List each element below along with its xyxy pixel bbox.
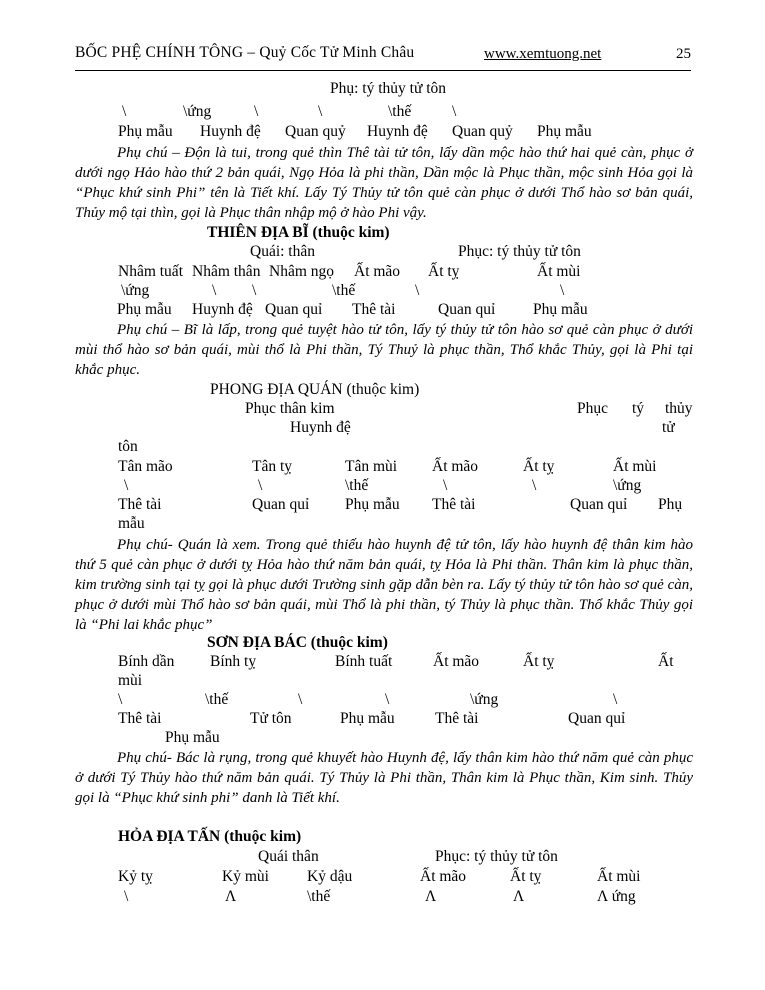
diagram-token: \ứng — [470, 691, 499, 708]
line-marks-row — [0, 888, 765, 908]
diagram-token: \thế — [332, 282, 356, 299]
can-chi-wrap-row — [0, 672, 765, 692]
diagram-token: Ất mão — [420, 868, 467, 885]
section-heading-thien-dia-bi: THIÊN ĐỊA BĨ (thuộc kim) — [207, 224, 390, 241]
diagram-token: Bính tỵ — [210, 653, 257, 670]
diagram-token: \ứng — [121, 282, 150, 299]
section-heading-son-dia-bac: SƠN ĐỊA BÁC (thuộc kim) — [207, 634, 388, 651]
diagram-token: Λ ứng — [597, 888, 636, 905]
diagram-token: Ất tỵ — [523, 458, 555, 475]
diagram-token: Ất mão — [433, 653, 480, 670]
diagram-token: \ — [118, 691, 123, 708]
phuc-annotation-row — [0, 400, 765, 420]
phuc-annotation-row — [0, 80, 765, 100]
diagram-token: Tân mão — [118, 458, 173, 475]
diagram-token: thủy — [665, 400, 693, 417]
can-chi-row — [0, 653, 765, 673]
can-chi-row — [0, 868, 765, 888]
website-link[interactable]: www.xemtuong.net — [484, 46, 602, 62]
diagram-token: Quái: thân — [250, 243, 315, 260]
diagram-token: \ — [613, 691, 618, 708]
section-heading-phong-dia-quan: PHONG ĐỊA QUÁN (thuộc kim) — [210, 381, 420, 398]
diagram-token: Tân mùi — [345, 458, 398, 475]
diagram-token: Phục: tý thủy tử tôn — [458, 243, 581, 260]
diagram-token: tử — [662, 419, 675, 436]
luc-than-wrap-row — [0, 729, 765, 749]
diagram-token: Phụ: tý thủy tử tôn — [330, 80, 447, 97]
diagram-token: Quan quỉ — [570, 496, 628, 513]
can-chi-row — [0, 458, 765, 478]
diagram-token: \ứng — [183, 103, 212, 120]
diagram-token: Phục: tý thủy tử tôn — [435, 848, 558, 865]
quai-phuc-annotation-row — [0, 243, 765, 263]
diagram-token: Λ — [225, 888, 237, 905]
diagram-token: \ — [560, 282, 565, 299]
header-divider — [75, 70, 691, 71]
diagram-token: \ — [385, 691, 390, 708]
diagram-token: Ất mão — [432, 458, 479, 475]
document-title: BỐC PHỆ CHÍNH TÔNG – Quỷ Cốc Tử Minh Châu — [75, 44, 415, 61]
diagram-token: Thê tài — [118, 710, 162, 727]
section-heading-hoa-dia-tan: HỎA ĐỊA TẤN (thuộc kim) — [118, 828, 302, 845]
diagram-token: Ất mão — [354, 263, 401, 280]
diagram-token: \ — [212, 282, 217, 299]
diagram-token: Huynh đệ — [290, 419, 351, 436]
diagram-token: Bính dần — [118, 653, 175, 670]
diagram-token: Kỷ mùi — [222, 868, 269, 885]
diagram-token: Phụ — [658, 496, 683, 513]
diagram-token: Tân tỵ — [252, 458, 293, 475]
diagram-token: \ — [124, 477, 129, 494]
diagram-token: Ất tỵ — [428, 263, 460, 280]
diagram-token: \thế — [205, 691, 229, 708]
can-chi-row — [0, 263, 765, 283]
line-marks-row — [0, 103, 765, 123]
diagram-token: Ất mùi — [537, 263, 581, 280]
diagram-token: Ất — [658, 653, 674, 670]
diagram-token: Quan quỉ — [252, 496, 310, 513]
diagram-token: Kỷ tỵ — [118, 868, 153, 885]
diagram-token: Quan quỉ — [438, 301, 496, 318]
diagram-token: tý — [632, 400, 645, 417]
diagram-token: Phục thân kim — [245, 400, 335, 417]
luc-than-wrap-row — [0, 515, 765, 535]
diagram-token: Phục — [577, 400, 608, 417]
phu-chu-paragraph-bac: Phụ chú- Bác là rụng, trong quẻ khuyết hào Huynh đệ, lấy thân kim hào thứ năm quẻ càn phục ở dưới Tý Thủy hào thứ năm bản quái. Tý Thủy là Phi thần, Thân kim là Phục thần, Kim sinh. Thủy gọi là “Phục khứ sinh phi” danh là Tiết khí. — [75, 750, 693, 806]
luc-than-row — [0, 496, 765, 516]
diagram-token: Huynh đệ — [367, 123, 428, 140]
diagram-token: mùi — [118, 672, 143, 689]
diagram-token: \ — [124, 888, 129, 905]
diagram-token: Nhâm tuất — [118, 263, 183, 280]
diagram-token: \ứng — [613, 477, 642, 494]
diagram-token: \ — [298, 691, 303, 708]
diagram-token: tôn — [118, 438, 138, 455]
diagram-token: Tử tôn — [250, 710, 292, 727]
diagram-token: Huynh đệ — [192, 301, 253, 318]
diagram-token: Λ — [513, 888, 525, 905]
diagram-token: \ — [252, 282, 257, 299]
diagram-token: Quái thân — [258, 848, 319, 865]
phu-chu-paragraph-bi: Phụ chú – Bĩ là lấp, trong quẻ tuyệt hào tử tôn, lấy tý thủy tử tôn hào sơ quẻ càn phục ở dưới mùi thổ hào sơ bản quái, mùi thổ là Phi thần, Tý Thuỷ là phục thần, Thổ khắc Thủy, gọi là Phi tại khắc phục. — [75, 322, 693, 378]
diagram-token: Bính tuất — [335, 653, 393, 670]
diagram-token: \thế — [388, 103, 412, 120]
diagram-token: Thê tài — [118, 496, 162, 513]
diagram-token: Quan quỉ — [265, 301, 323, 318]
diagram-token: Phụ mẫu — [118, 123, 173, 140]
diagram-token: Ất mùi — [613, 458, 657, 475]
diagram-token: Phụ mẫu — [117, 301, 172, 318]
luc-than-row — [0, 123, 765, 143]
diagram-token: Phụ mẫu — [345, 496, 400, 513]
diagram-token: Nhâm thân — [192, 263, 261, 280]
diagram-token: Thê tài — [435, 710, 479, 727]
quai-phuc-annotation-row — [0, 848, 765, 868]
line-marks-row — [0, 691, 765, 711]
diagram-token: Kỷ dậu — [307, 868, 353, 885]
diagram-token: Phụ mẫu — [537, 123, 592, 140]
diagram-token: Thê tài — [432, 496, 476, 513]
phu-chu-paragraph-don: Phụ chú – Độn là tui, trong quẻ thìn Thê tài tử tôn, lấy dần mộc hào thứ hai quẻ càn, phục ở dưới ngọ Hảo hào thứ 2 bản quái, Ngọ Hỏa là phi thần, Dần mộc là Phục thần, mộc sinh Hỏa gọi là “Phục khứ sinh Phi” tên là Tiết khí. Lấy Tý Thủy tử tôn quẻ càn phục ở dưới Thổ hào sơ bản quái, Thủy mộ tại thìn, gọi là Phục thân nhập mộ ở hào Phi vậy. — [75, 145, 693, 221]
page-number: 25 — [676, 46, 691, 62]
diagram-token: \ — [415, 282, 420, 299]
line-marks-row — [0, 282, 765, 302]
diagram-token: \ — [532, 477, 537, 494]
diagram-token: Λ — [425, 888, 437, 905]
diagram-token: \thế — [345, 477, 369, 494]
diagram-token: Ất tỵ — [523, 653, 555, 670]
line-marks-row — [0, 477, 765, 497]
diagram-token: \ — [452, 103, 457, 120]
diagram-token: Phụ mẫu — [165, 729, 220, 746]
diagram-token: Huynh đệ — [200, 123, 261, 140]
diagram-token: Quan quỉ — [568, 710, 626, 727]
diagram-token: Quan quỷ — [452, 123, 513, 140]
phuc-annotation-wrap-row — [0, 438, 765, 458]
diagram-token: \ — [443, 477, 448, 494]
luc-than-row — [0, 301, 765, 321]
diagram-token: Quan quỷ — [285, 123, 346, 140]
diagram-token: Phụ mẫu — [533, 301, 588, 318]
diagram-token: Nhâm ngọ — [269, 263, 335, 280]
diagram-token: \ — [122, 103, 127, 120]
phu-chu-paragraph-quan: Phụ chú- Quán là xem. Trong quẻ thiếu hào huynh đệ tử tôn, lấy hào huynh đệ thân kim hào thứ 5 quẻ càn phục ở dưới tỵ Hỏa hào thứ năm bản quái, tỵ Hỏa là Phi thần. Thân kim là phục thần, kim trường sinh tại tỵ gọi là phục dưới Trường sinh gặp dẫn bèn ra. Lấy tý thủy tử tôn hào sơ quẻ càn, phục ở dưới mùi Thổ hào sơ bản quái, mùi Thổ là phi thần, tý Thủy là phục thần. Thổ khắc Thủy gọi là “Phi lai khắc phục” — [75, 537, 693, 633]
diagram-token: \ — [258, 477, 263, 494]
diagram-token: \thế — [307, 888, 331, 905]
diagram-token: mẫu — [118, 515, 145, 532]
diagram-token: \ — [318, 103, 323, 120]
diagram-token: Ất mùi — [597, 868, 641, 885]
luc-than-row — [0, 710, 765, 730]
diagram-token: \ — [254, 103, 259, 120]
diagram-token: Ất tỵ — [510, 868, 542, 885]
diagram-token: Thê tài — [352, 301, 396, 318]
diagram-token: Phụ mẫu — [340, 710, 395, 727]
phuc-annotation-wrap-row — [0, 419, 765, 439]
